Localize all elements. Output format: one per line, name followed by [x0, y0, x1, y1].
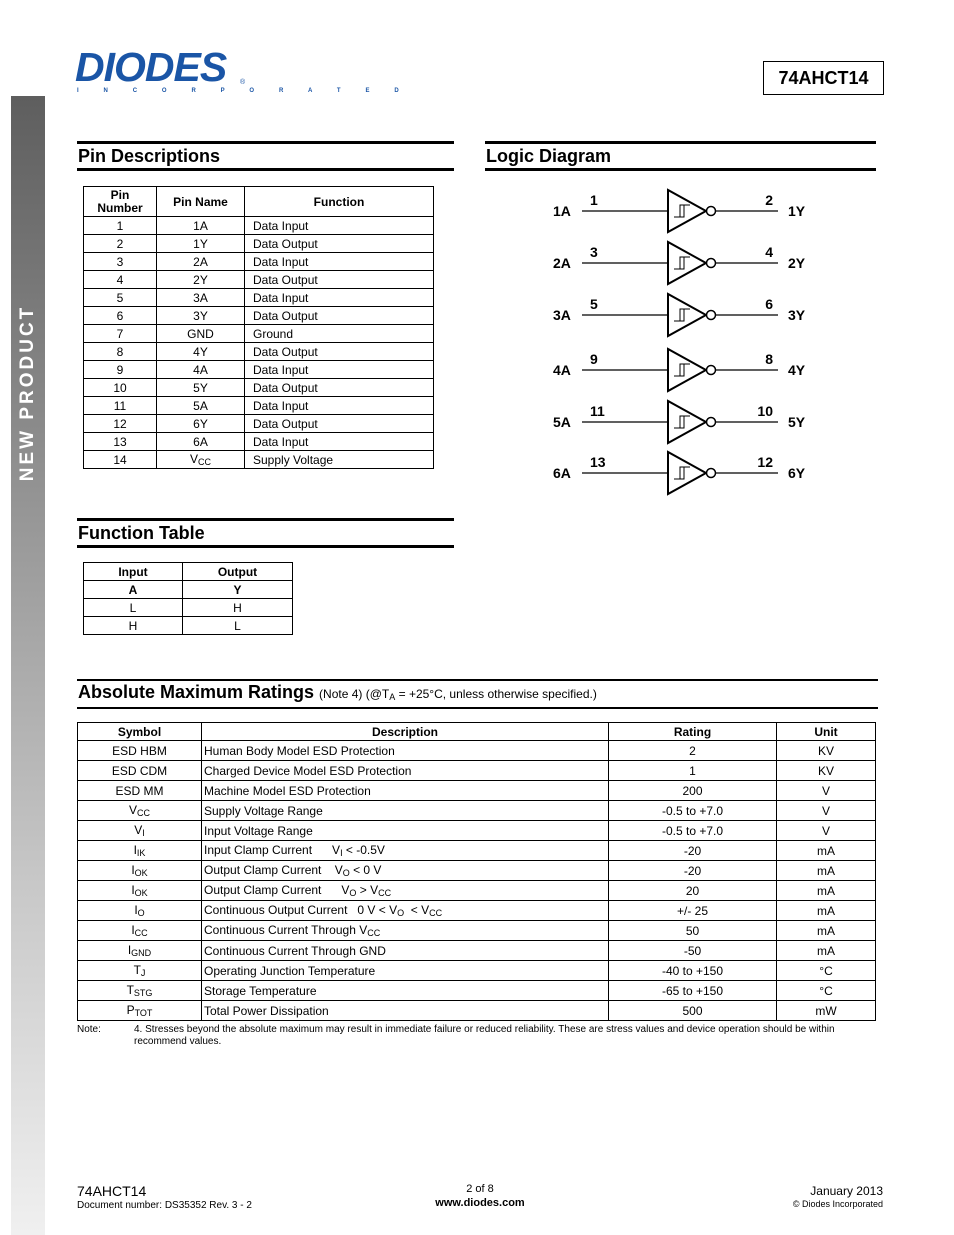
- amr-rating: -40 to +150: [609, 961, 777, 981]
- gate-input-pin: 3: [590, 244, 598, 260]
- amr-unit: mA: [777, 861, 876, 881]
- side-banner: [11, 96, 45, 1235]
- amr-row: [78, 1001, 876, 1021]
- amr-symbol: ESD CDM: [78, 761, 202, 781]
- abs-max-table: [77, 722, 876, 1021]
- abs-max-title: Absolute Maximum Ratings: [78, 682, 315, 702]
- gate-output-pin: 10: [757, 403, 773, 419]
- gate-input-pin: 13: [590, 454, 606, 470]
- function-input-value: L: [84, 599, 183, 617]
- pin-name: 3A: [157, 289, 245, 307]
- amr-description: Continuous Current Through $V_{CC}$: [202, 921, 609, 941]
- amr-rating: 500: [609, 1001, 777, 1021]
- amr-symbol-header: Symbol: [78, 723, 202, 741]
- amr-rating: -20: [609, 841, 777, 861]
- pin-function: Data Input: [245, 361, 434, 379]
- pin-row: [84, 415, 434, 433]
- gate-output-pin: 6: [765, 296, 773, 312]
- function-input-value: H: [84, 617, 183, 635]
- pin-number: 7: [84, 325, 157, 343]
- diodes-logo: DIODES: [75, 44, 227, 90]
- amr-rating: -0.5 to +7.0: [609, 801, 777, 821]
- amr-description: Output Clamp Current $V_O < 0$ V: [202, 861, 609, 881]
- gate-output-label: 2Y: [788, 255, 806, 271]
- amr-symbol: $T_{STG}$: [78, 981, 202, 1001]
- pin-function: Supply Voltage: [245, 451, 434, 469]
- gate-output-pin: 2: [765, 192, 773, 208]
- pin-number: 1: [84, 217, 157, 235]
- amr-row: [78, 941, 876, 961]
- amr-row: [78, 801, 876, 821]
- amr-symbol: $V_I$: [78, 821, 202, 841]
- pin-name-header: Pin Name: [157, 187, 245, 217]
- gate-input-pin: 9: [590, 351, 598, 367]
- function-output-value: L: [183, 617, 293, 635]
- amr-unit: °C: [777, 981, 876, 1001]
- pin-row: [84, 289, 434, 307]
- part-number: 74AHCT14: [778, 67, 869, 88]
- inverter-bubble-icon: [707, 469, 716, 478]
- amr-description: Charged Device Model ESD Protection: [202, 761, 609, 781]
- pin-name: 5A: [157, 397, 245, 415]
- pin-function: Data Input: [245, 217, 434, 235]
- pin-name: GND: [157, 325, 245, 343]
- gate-output-pin: 8: [765, 351, 773, 367]
- note-text: 4. Stresses beyond the absolute maximum may result in immediate failure or reduced reliability. These are stress values and device operation should be within recommend values.: [134, 1024, 835, 1047]
- pin-row: [84, 325, 434, 343]
- amr-rating: -50: [609, 941, 777, 961]
- amr-unit: mA: [777, 901, 876, 921]
- function-row: [84, 617, 293, 635]
- logo-registered-mark: ®: [240, 79, 246, 86]
- pin-function: Data Output: [245, 307, 434, 325]
- function-table-title: Function Table: [77, 518, 454, 548]
- footer-copyright: © Diodes Incorporated: [792, 1199, 883, 1209]
- amr-description: Total Power Dissipation: [202, 1001, 609, 1021]
- pin-number: 8: [84, 343, 157, 361]
- pin-number: 3: [84, 253, 157, 271]
- amr-description: Continuous Output Current 0 $V < V_O < V_{CC}$: [202, 901, 609, 921]
- amr-symbol: $V_{CC}$: [78, 801, 202, 821]
- amr-unit: V: [777, 801, 876, 821]
- inverter-triangle: [668, 294, 706, 336]
- amr-description: Human Body Model ESD Protection: [202, 741, 609, 761]
- pin-number: 6: [84, 307, 157, 325]
- amr-symbol: ESD HBM: [78, 741, 202, 761]
- inverter-bubble-icon: [707, 366, 716, 375]
- pin-row: [84, 451, 434, 469]
- amr-row: [78, 921, 876, 941]
- pin-name: 3Y: [157, 307, 245, 325]
- note-label: Note:: [77, 1024, 101, 1035]
- pin-descriptions-title: Pin Descriptions: [77, 141, 454, 171]
- abs-max-top-rule: [77, 679, 878, 681]
- amr-unit: mA: [777, 881, 876, 901]
- amr-rating: -0.5 to +7.0: [609, 821, 777, 841]
- pin-number: 5: [84, 289, 157, 307]
- amr-description: Input Clamp Current $V_I < -0.5V$: [202, 841, 609, 861]
- amr-rating: 1: [609, 761, 777, 781]
- footer-page-number: 2 of 8: [466, 1183, 494, 1195]
- amr-description: Output Clamp Current $V_O > V_{CC}$: [202, 881, 609, 901]
- pin-number: 9: [84, 361, 157, 379]
- amr-description: Continuous Current Through GND: [202, 941, 609, 961]
- pin-number: 4: [84, 271, 157, 289]
- gate-input-label: 1A: [553, 203, 571, 219]
- amr-unit: KV: [777, 761, 876, 781]
- pin-row: [84, 307, 434, 325]
- amr-symbol: $I_{GND}$: [78, 941, 202, 961]
- gate-input-pin: 11: [590, 403, 605, 419]
- function-output-value: H: [183, 599, 293, 617]
- pin-row: [84, 361, 434, 379]
- pin-function: Data Output: [245, 271, 434, 289]
- pin-name: $V_{CC}$: [157, 451, 245, 469]
- pin-row: [84, 379, 434, 397]
- pin-number: 13: [84, 433, 157, 451]
- footer-date: January 2013: [810, 1184, 883, 1198]
- amr-rating: -20: [609, 861, 777, 881]
- amr-description: Supply Voltage Range: [202, 801, 609, 821]
- amr-symbol: ESD MM: [78, 781, 202, 801]
- gate-output-label: 1Y: [788, 203, 806, 219]
- pin-name: 5Y: [157, 379, 245, 397]
- logo-tagline: I N C O R P O R A T E D: [77, 88, 411, 94]
- pin-row: [84, 343, 434, 361]
- gate-output-pin: 12: [757, 454, 773, 470]
- pin-function: Data Output: [245, 235, 434, 253]
- amr-symbol: $I_{OK}$: [78, 881, 202, 901]
- amr-unit: °C: [777, 961, 876, 981]
- inverter-triangle: [668, 242, 706, 284]
- amr-rating: +/- 25: [609, 901, 777, 921]
- side-banner-text: NEW PRODUCT: [17, 304, 38, 482]
- pin-number: 2: [84, 235, 157, 253]
- pin-number: 14: [84, 451, 157, 469]
- logic-diagram: [540, 182, 830, 502]
- function-input-header: Input: [84, 563, 183, 581]
- inverter-bubble-icon: [707, 207, 716, 216]
- amr-row: [78, 741, 876, 761]
- pin-number: 12: [84, 415, 157, 433]
- gate-input-label: 4A: [553, 362, 571, 378]
- pin-function: Data Input: [245, 433, 434, 451]
- pin-name: 6A: [157, 433, 245, 451]
- gate-output-pin: 4: [765, 244, 773, 260]
- function-output-header: Output: [183, 563, 293, 581]
- inverter-bubble-icon: [707, 311, 716, 320]
- pin-row: [84, 217, 434, 235]
- inverter-triangle: [668, 349, 706, 391]
- gate-input-label: 2A: [553, 255, 571, 271]
- amr-rating-header: Rating: [609, 723, 777, 741]
- amr-unit: mA: [777, 921, 876, 941]
- pin-name: 4A: [157, 361, 245, 379]
- function-output-subheader: Y: [183, 581, 293, 599]
- part-number-box: [763, 61, 884, 95]
- inverter-bubble-icon: [707, 259, 716, 268]
- footer-part-number: 74AHCT14: [77, 1183, 147, 1199]
- amr-description: Input Voltage Range: [202, 821, 609, 841]
- pin-name: 1Y: [157, 235, 245, 253]
- amr-row: [78, 821, 876, 841]
- inverter-triangle: [668, 190, 706, 232]
- amr-row: [78, 901, 876, 921]
- logic-diagram-title: Logic Diagram: [485, 141, 876, 171]
- pin-name: 6Y: [157, 415, 245, 433]
- amr-row: [78, 861, 876, 881]
- pin-number: 11: [84, 397, 157, 415]
- pin-name: 2Y: [157, 271, 245, 289]
- amr-row: [78, 981, 876, 1001]
- footer-document-number: Document number: DS35352 Rev. 3 - 2: [77, 1200, 252, 1211]
- pin-name: 4Y: [157, 343, 245, 361]
- gate-input-pin: 5: [590, 296, 598, 312]
- inverter-triangle: [668, 401, 706, 443]
- pin-function: Data Input: [245, 253, 434, 271]
- function-row: [84, 599, 293, 617]
- amr-description-header: Description: [202, 723, 609, 741]
- pin-function: Data Input: [245, 397, 434, 415]
- amr-rating: 50: [609, 921, 777, 941]
- inverter-triangle: [668, 452, 706, 494]
- pin-row: [84, 433, 434, 451]
- amr-rating: 20: [609, 881, 777, 901]
- amr-unit: mA: [777, 941, 876, 961]
- amr-rating: -65 to +150: [609, 981, 777, 1001]
- amr-description: Machine Model ESD Protection: [202, 781, 609, 801]
- amr-symbol: $I_{CC}$: [78, 921, 202, 941]
- pin-number: 10: [84, 379, 157, 397]
- amr-description: Storage Temperature: [202, 981, 609, 1001]
- amr-unit: V: [777, 781, 876, 801]
- abs-max-title-bar: [77, 679, 878, 709]
- gate-input-label: 6A: [553, 465, 571, 481]
- pin-name: 2A: [157, 253, 245, 271]
- pin-function: Ground: [245, 325, 434, 343]
- function-input-subheader: A: [84, 581, 183, 599]
- gate-input-label: 3A: [553, 307, 571, 323]
- amr-row: [78, 761, 876, 781]
- amr-row: [78, 961, 876, 981]
- amr-symbol: $T_J$: [78, 961, 202, 981]
- pin-function: Data Input: [245, 289, 434, 307]
- pin-descriptions-table: [83, 186, 434, 469]
- amr-symbol: $P_{TOT}$: [78, 1001, 202, 1021]
- amr-row: [78, 781, 876, 801]
- amr-unit: V: [777, 821, 876, 841]
- amr-rating: 200: [609, 781, 777, 801]
- amr-unit: mA: [777, 841, 876, 861]
- pin-row: [84, 235, 434, 253]
- gate-output-label: 4Y: [788, 362, 806, 378]
- pin-function: Data Output: [245, 343, 434, 361]
- pin-function: Data Output: [245, 415, 434, 433]
- amr-unit: mW: [777, 1001, 876, 1021]
- gate-input-label: 5A: [553, 414, 571, 430]
- amr-row: [78, 881, 876, 901]
- amr-symbol: $I_{OK}$: [78, 861, 202, 881]
- gate-output-label: 6Y: [788, 465, 806, 481]
- pin-number-header: Pin Number: [84, 187, 157, 217]
- pin-function: Data Output: [245, 379, 434, 397]
- inverter-bubble-icon: [707, 418, 716, 427]
- amr-symbol: $I_{IK}$: [78, 841, 202, 861]
- function-header: Function: [245, 187, 434, 217]
- gate-output-label: 5Y: [788, 414, 806, 430]
- pin-row: [84, 271, 434, 289]
- gate-input-pin: 1: [590, 192, 598, 208]
- amr-symbol: $I_O$: [78, 901, 202, 921]
- footer-website-link[interactable]: www.diodes.com: [435, 1197, 525, 1209]
- function-table: [83, 562, 293, 635]
- pin-row: [84, 397, 434, 415]
- pin-name: 1A: [157, 217, 245, 235]
- amr-row: [78, 841, 876, 861]
- abs-max-note: (Note 4) ($@T_A = +25^\circ C$, unless otherwise specified.): [319, 687, 597, 702]
- amr-description: Operating Junction Temperature: [202, 961, 609, 981]
- gate-output-label: 3Y: [788, 307, 806, 323]
- amr-unit: KV: [777, 741, 876, 761]
- pin-row: [84, 253, 434, 271]
- amr-rating: 2: [609, 741, 777, 761]
- amr-unit-header: Unit: [777, 723, 876, 741]
